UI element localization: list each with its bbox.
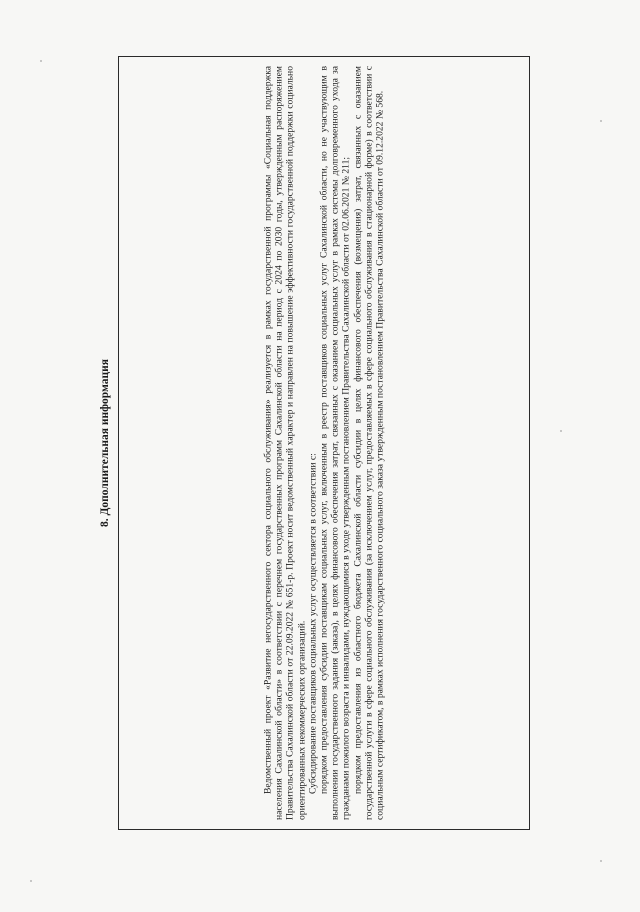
section-title: 8. Дополнительная информация [99,359,111,528]
speck [40,60,42,62]
speck [600,860,602,862]
info-text [256,58,391,828]
paragraph-subsidy-intro: Субсидирование поставщиков социальных услуг осуществляется в соответствии с: [307,453,319,794]
paragraph-project: Ведомственный проект «Развитие негосударственного сектора социального обслуживания» реализуется в рамках государственной программы «Социальная поддержка населения Сахалинской области» в соответствии с перечнем государственных программ Сахалинской области на период с 2024 по 2030 годы, утвержденным распоряжением Правительства Сахалинской области от 22.09.2022 № 651-р. Проект носит ведомственный характер и направлен на повышение эффективности государственной поддержки социально ориентированных некоммерческих организаций. [262,66,307,820]
paragraph-subsidy-order-1: порядком предоставления субсидии поставщикам социальных услуг, включенным в реестр поставщиков социальных услуг Сахалинской области, но не участвующим в выполнении государственного задания (заказа), в целях финансового обеспечения затрат, связанных с оказанием социальных услуг в рамках системы долговременного ухода за гражданами пожилого возраста и инвалидами, нуждающимися в уходе утвержденным постановлением Правительства Сахалинской области от 02.06.2021 № 211; [318,66,352,820]
info-box-content [256,58,391,828]
speck [600,120,602,122]
info-box [118,56,530,830]
section-heading-area [92,56,118,830]
paragraph-subsidy-order-2: порядком предоставления из областного бюджета Сахалинской области субсидии в целях финансового обеспечения (возмещения) затрат, связанных с оказанием государственной услуги в сфере социального обслуживания (за исключением услуг, предоставляемых в сфере социального обслуживания в стационарной форме) в соответствии с социальным сертификатом, в рамках исполнения государственного социального заказа утвержденным постановлением Правительства Сахалинской области от 09.12.2022 № 568. [352,66,386,820]
speck [30,880,32,882]
speck [560,430,562,432]
